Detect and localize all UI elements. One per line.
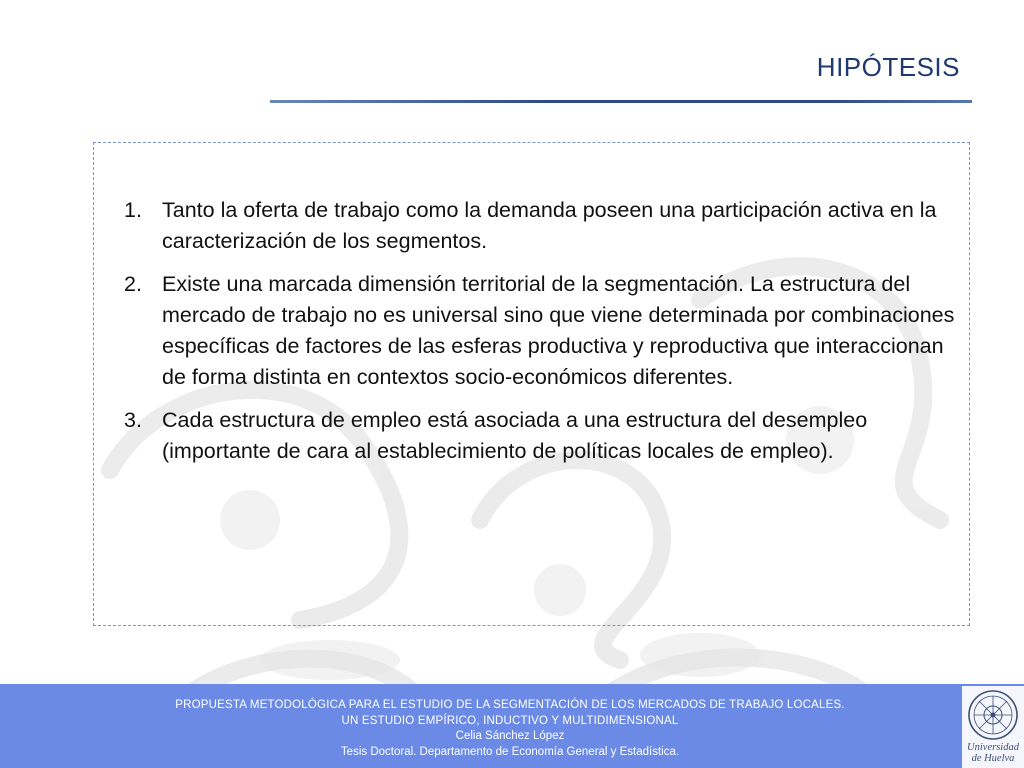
list-item (124, 195, 964, 257)
footer-thesis-title: PROPUESTA METODOLÓGICA PARA EL ESTUDIO DE LA SEGMENTACIÓN DE LOS MERCADOS DE TRABAJO LOCALES. (175, 699, 845, 711)
list-item-text: Existe una marcada dimensión territorial de la segmentación. La estructura del mercado de trabajo no es universal sino que viene determinada por combinaciones específicas de factores de las esferas productiva y reproductiva que interaccionan de forma distinta en contextos socio-económicos diferentes. (162, 272, 955, 389)
university-name (964, 742, 1022, 764)
list-item-text: Tanto la oferta de trabajo como la demanda poseen una participación activa en la caracterización de los segmentos. (162, 198, 937, 253)
list-item-text: Cada estructura de empleo está asociada a una estructura del desempleo (importante de cara al establecimiento de políticas locales de empleo). (162, 408, 868, 463)
title-underline (270, 100, 972, 103)
university-name-line1: Universidad (967, 742, 1019, 753)
footer-department: Tesis Doctoral. Departamento de Economía General y Estadística. (340, 745, 680, 758)
footer-text (0, 698, 1020, 760)
list-item-number: 3. (124, 408, 142, 432)
footer-thesis-subtitle: UN ESTUDIO EMPÍRICO, INDUCTIVO Y MULTIDIMENSIONAL (341, 714, 679, 727)
university-seal-icon (966, 688, 1020, 742)
footer-author: Celia Sánchez López (455, 730, 565, 742)
slide-title: HIPÓTESIS (816, 52, 960, 82)
hypotheses-list (124, 195, 964, 479)
list-item-number: 2. (124, 272, 142, 296)
university-name-line2: de Huelva (971, 753, 1015, 764)
list-item (124, 269, 964, 393)
list-item (124, 405, 964, 467)
list-item-number: 1. (124, 198, 142, 222)
university-logo (962, 686, 1024, 768)
